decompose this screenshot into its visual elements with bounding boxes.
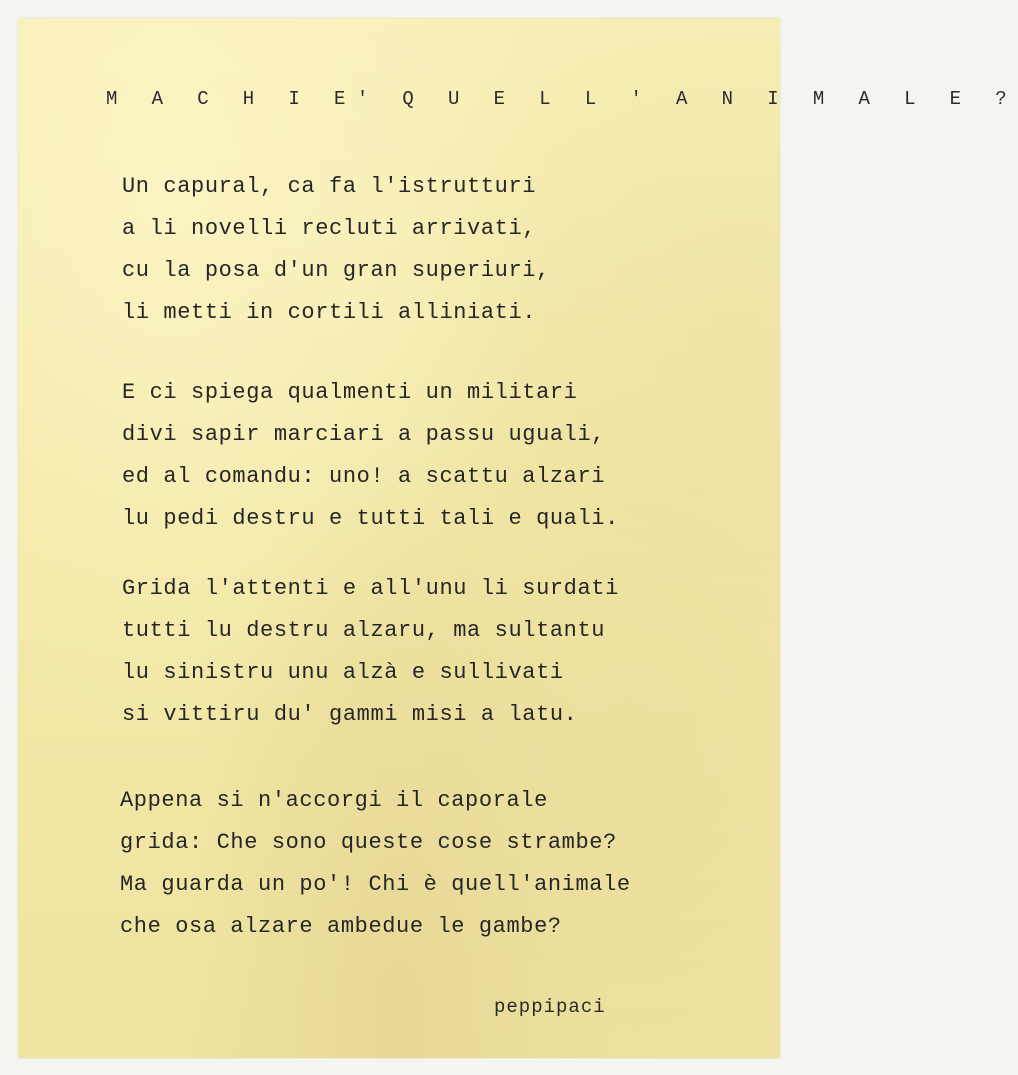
poem-line: Un capural, ca fa l'istrutturi xyxy=(122,174,537,199)
poem-line: ed al comandu: uno! a scattu alzari xyxy=(122,464,606,489)
poem-line: divi sapir marciari a passu uguali, xyxy=(122,422,606,447)
poem-line: li metti in cortili alliniati. xyxy=(122,300,537,325)
poem-title: M A C H I E' Q U E L L ' A N I M A L E ? xyxy=(106,88,1018,110)
poem-line: lu pedi destru e tutti tali e quali. xyxy=(122,506,619,531)
stanza-2 xyxy=(122,372,619,540)
poem-line: si vittiru du' gammi misi a latu. xyxy=(122,702,578,727)
stanza-3 xyxy=(122,568,619,736)
poem-line: tutti lu destru alzaru, ma sultantu xyxy=(122,618,606,643)
poem-line: a li novelli recluti arrivati, xyxy=(122,216,537,241)
poem-line: che osa alzare ambedue le gambe? xyxy=(120,914,562,939)
stanza-1 xyxy=(122,166,550,334)
poem-line: cu la posa d'un gran superiuri, xyxy=(122,258,550,283)
poem-line: lu sinistru unu alzà e sullivati xyxy=(122,660,564,685)
poem-line: Ma guarda un po'! Chi è quell'animale xyxy=(120,872,631,897)
poem-line: Grida l'attenti e all'unu li surdati xyxy=(122,576,619,601)
poem-line: E ci spiega qualmenti un militari xyxy=(122,380,578,405)
poem-line: Appena si n'accorgi il caporale xyxy=(120,788,548,813)
stanza-4 xyxy=(120,780,631,948)
typewritten-page xyxy=(18,18,1018,1058)
author-signature: peppipaci xyxy=(494,996,606,1018)
poem-line: grida: Che sono queste cose strambe? xyxy=(120,830,617,855)
